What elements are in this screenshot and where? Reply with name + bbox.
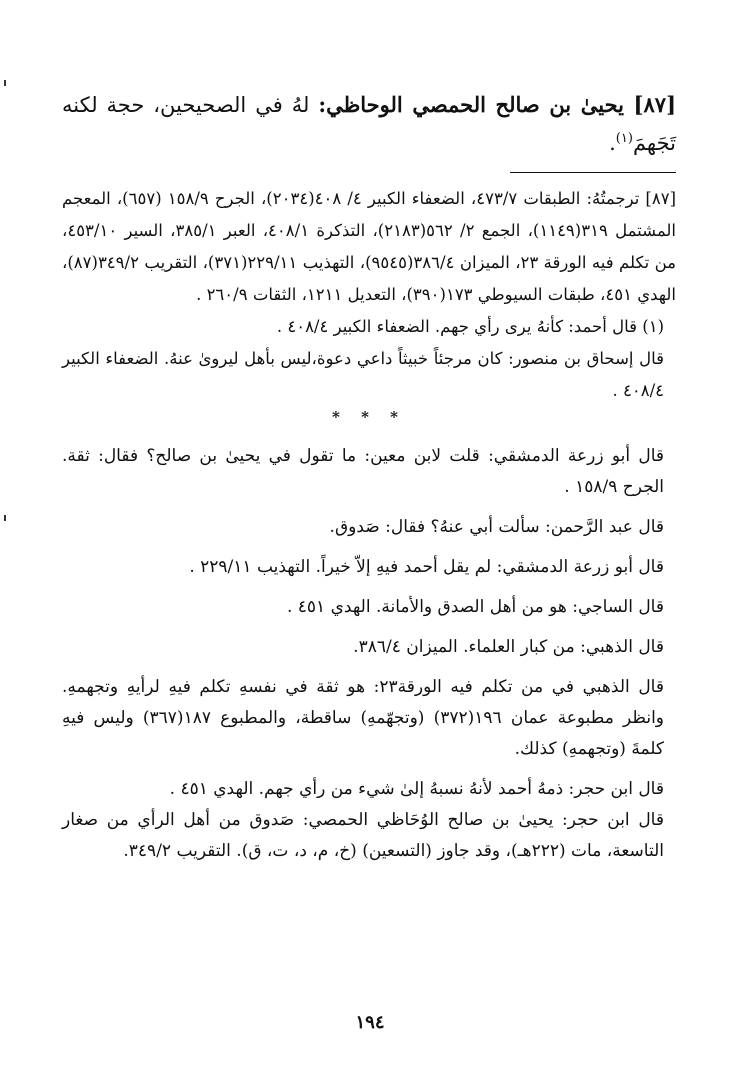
footnote-reference: (١) (615, 131, 633, 146)
commentary-abu-zura-ibn-main: قال أبو زرعة الدمشقي: قلت لابن معين: ما تقول في يحيىٰ بن صالح؟ فقال: ثقة. الجرح ١٥٨/٩ . (62, 446, 664, 497)
margin-tick-middle-left (4, 515, 6, 521)
commentary-section (62, 441, 676, 867)
entry-87 (62, 86, 676, 162)
commentary-ibn-hajar-1: قال ابن حجر: ذمهُ أحمد لأنهُ نسبهُ إلىٰ شيء من رأي جهم. الهدي ٤٥١ . (169, 779, 664, 799)
section-separator: * * * (332, 408, 406, 426)
footnote-1: (١) قال أحمد: كأنهُ يرى رأي جهم. الضعفاء الكبير ٤٠٨/٤ . (276, 317, 664, 336)
margin-tick-top-left (4, 80, 6, 86)
entry-heading: [٨٧] يحيىٰ بن صالح الحمصي الوحاظي: (318, 92, 676, 117)
commentary-dhahabi-2: قال الذهبي في من تكلم فيه الورقة٢٣: هو ثقة في نفسهِ تكلم فيهِ لرأيهِ وتجهمهِ. وانظر مطبوعة عمان ١٩٦(٣٧٢) (وتجهّمهِ) ساقطة، والمطبوع ١٨٧(٣٦٧) وليس فيهِ كلمةَ (وتجهمهِ) كذلك. (62, 677, 665, 759)
entry-end: . (609, 131, 616, 155)
page-number: ١٩٤ (355, 1012, 385, 1033)
footnote-translation: [٨٧] ترجمتُهُ: الطبقات ٤٧٣/٧، الضعفاء الكبير ٤/ ٤٠٨(٢٠٣٤)، الجرح ١٥٨/٩ (٦٥٧)، المعجم المشتمل ٣١٩(١١٤٩)، الجمع ٢/ ٥٦٢(٢١٨٣)، التذكرة ٤٠٨/١، العبر ٣٨٥/١، السير ٤٥٣/١٠، من تكلم فيه الورقة ٢٣، الميزان ٣٨٦/٤(٩٥٤٥)، التهذيب ٢٢٩/١١(٣٧١)، التقريب ٣٤٩/٢(٨٧)، الهدي ٤٥١، طبقات السيوطي ١٧٣(٣٩٠)، التعديل ١٢١١، الثقات ٢٦٠/٩ . (62, 189, 677, 304)
commentary-abd-al-rahman: قال عبد الرَّحمن: سألت أبي عنهُ؟ فقال: صَدوق. (329, 517, 664, 537)
footnotes-section (62, 183, 676, 407)
commentary-saji: قال الساجي: هو من أهل الصدق والأمانة. الهدي ٤٥١ . (286, 597, 664, 617)
footnote-1-continuation: قال إسحاق بن منصور: كان مرجئاً خبيثاً داعي دعوة،ليس بأهل ليروىٰ عنهُ. الضعفاء الكبير ٤٠٨/٤ . (62, 349, 664, 400)
commentary-abu-zura-ahmad: قال أبو زرعة الدمشقي: لم يقل أحمد فيهِ إلاّ خيراً. التهذيب ٢٢٩/١١ . (189, 557, 664, 577)
commentary-ibn-hajar-2: قال ابن حجر: يحيىٰ بن صالح الوُحَاظي الحمصي: صَدوق من أهل الرأي من صغار التاسعة، مات (٢٢٢هـ)، وقد جاوز (التسعين) (خ، م، د، ت، ق). التقريب ٣٤٩/٢. (62, 810, 664, 861)
commentary-dhahabi-1: قال الذهبي: من كبار العلماء. الميزان ٣٨٦/٤. (353, 637, 664, 657)
entry-text: لهُ في الصحيحين، حجة لكنه تَجَهمَ (62, 93, 676, 155)
footnote-divider (510, 172, 676, 173)
page-content (62, 86, 676, 867)
